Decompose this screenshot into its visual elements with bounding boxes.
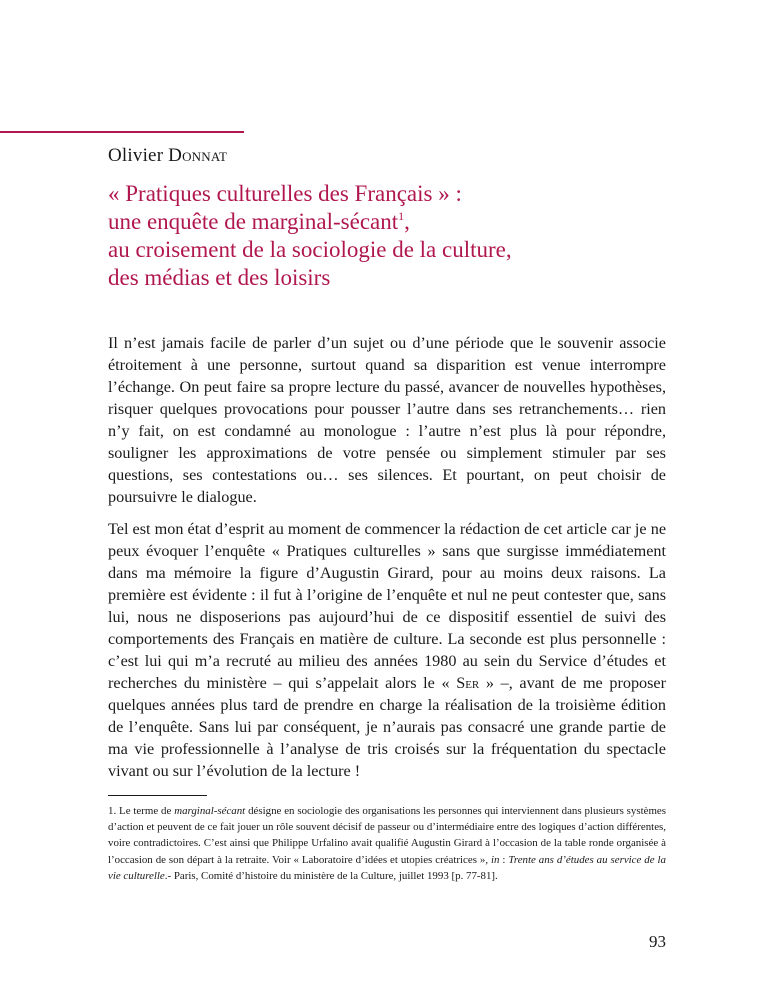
title-line-2-end: , xyxy=(404,209,410,234)
footnote-in-label: in xyxy=(491,853,500,866)
footnote-term: marginal-sécant xyxy=(174,805,246,817)
author-first-name: Olivier xyxy=(108,145,164,166)
title-footnote-marker[interactable]: 1 xyxy=(398,209,405,223)
footnote-number: 1. xyxy=(108,805,117,817)
paragraph-2-part-a: Tel est mon état d’esprit au moment de commencer la rédaction de cet article car je ne peux évoquer l’enquête « Pratiques culturelles » sans que surgisse immédiatement dans ma mémoire la figure d’Augustin Girard, pour au moins deux raisons. La première est évidente : il fut à l’origine de l’enquête et nul ne peut contester que, sans lui, nous ne disposerions pas aujourd’hui de ce dispositif essentiel de suivi des comportements des Français en matière de culture. La seconde est plus personnelle : c’est lui qui m’a recruté au milieu des années 1980 au sein du Service d’études et recherches du ministère – qui s’appelait alors le « xyxy=(108,520,666,692)
footnote-book-title: Trente ans d’études au service de la vie culturelle xyxy=(108,853,666,882)
body-paragraph-1: Il n’est jamais facile de parler d’un sujet ou d’une période que le souvenir associe étroitement à une personne, surtout quand sa disparition est venue interrompre l’échange. On peut faire sa propre lecture du passé, avancer de nouvelles hypothèses, risquer quelques provocations pour pousser l’autre dans ses retranchements… rien n’y fait, on est condamné au monologue : l’autre n’est plus là pour répondre, souligner les approximations de votre pensée ou simplement stimuler par ses questions, ses contestations ou… ses silences. Et pourtant, on peut choisir de poursuivre le dialogue. xyxy=(108,334,666,506)
article-body xyxy=(108,332,666,792)
author-name xyxy=(108,145,227,167)
author-last-name: Donnat xyxy=(168,145,228,166)
footnote-text-b: désigne en sociologie des organisations les personnes qui interviennent dans plusieurs systèmes d’action et peuvent de ce fait jouer un rôle souvent décisif de passeur ou d’intermédiaire entre des logiques d’action différentes, voire contradictoires. C’est ainsi que Philippe Urfalino avait qualifié Augustin Girard à l’occasion de la table ronde organisée à l’occasion de son départ à la retraite. Voir « Laboratoire d’idées et utopies créatrices », xyxy=(108,805,666,866)
paragraph-2-part-b: » –, avant de me proposer quelques années plus tard de prendre en charge la réalisation de la troisième édition de l’enquête. Sans lui par conséquent, je n’aurais pas consacré une grande partie de ma vie professionnelle à l’analyse de tris croisés sur la fréquentation du spectacle vivant ou sur l’évolution de la lecture ! xyxy=(108,674,667,780)
footnote-text-a: Le terme de xyxy=(116,805,175,817)
footnote-rule xyxy=(108,795,207,796)
article-title xyxy=(108,180,708,292)
ser-acronym: Ser xyxy=(456,674,480,692)
title-line-3: au croisement de la sociologie de la culture, xyxy=(108,237,512,262)
page-number: 93 xyxy=(649,932,666,951)
footnote-colon: : xyxy=(499,853,509,866)
body-paragraph-2 xyxy=(108,518,666,782)
footnote-text-c: .- Paris, Comité d’histoire du ministère de la Culture, juillet 1993 [p. 77-81]. xyxy=(164,869,498,882)
footnote-1 xyxy=(108,803,666,884)
title-line-4: des médias et des loisirs xyxy=(108,265,331,290)
title-line-1: « Pratiques culturelles des Français » : xyxy=(108,181,462,206)
header-rule xyxy=(0,131,244,133)
title-line-2: une enquête de marginal-sécant xyxy=(108,209,399,234)
